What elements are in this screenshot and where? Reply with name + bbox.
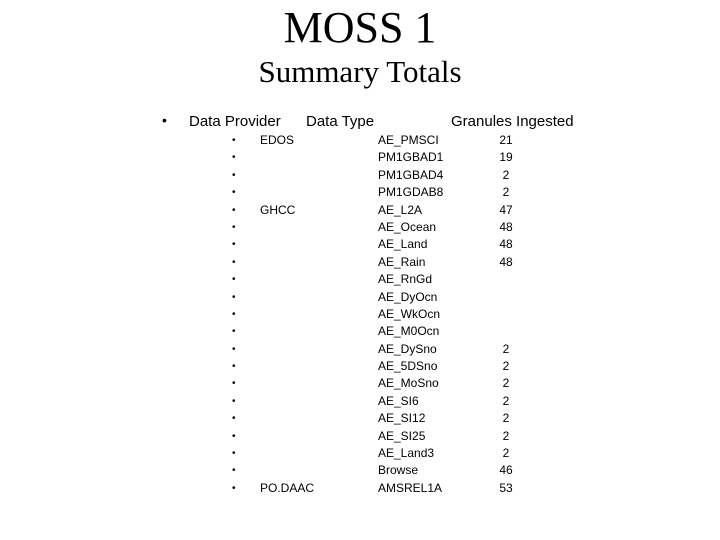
row-bullet: • bbox=[232, 308, 236, 320]
row-bullet: • bbox=[232, 221, 236, 233]
granules-count-cell: 46 bbox=[499, 463, 513, 478]
row-bullet: • bbox=[232, 291, 236, 303]
granules-count-cell: 2 bbox=[502, 167, 510, 182]
row-bullet: • bbox=[232, 361, 236, 373]
data-type-cell: AE_DySno bbox=[378, 341, 437, 356]
data-type-cell: PM1GBAD4 bbox=[378, 167, 444, 182]
granules-count-cell: 2 bbox=[502, 341, 510, 356]
granules-count-cell: 2 bbox=[502, 428, 510, 443]
table-row bbox=[0, 254, 720, 271]
table-row bbox=[0, 167, 720, 184]
row-bullet: • bbox=[232, 204, 236, 216]
table-row bbox=[0, 341, 720, 358]
granules-count-cell: 2 bbox=[502, 393, 510, 408]
row-bullet: • bbox=[232, 395, 236, 407]
summary-table bbox=[0, 132, 720, 497]
row-bullet: • bbox=[232, 239, 236, 251]
table-row bbox=[0, 462, 720, 479]
row-bullet: • bbox=[232, 152, 236, 164]
slide-subtitle: Summary Totals bbox=[258, 54, 462, 89]
row-bullet: • bbox=[232, 430, 236, 442]
data-type-cell: PM1GDAB8 bbox=[378, 185, 444, 200]
data-type-cell: AE_PMSCI bbox=[378, 133, 439, 147]
table-row bbox=[0, 219, 720, 236]
granules-count-cell: 48 bbox=[499, 237, 513, 252]
table-row bbox=[0, 480, 720, 497]
table-row bbox=[0, 358, 720, 375]
data-type-cell: AE_MoSno bbox=[378, 376, 439, 391]
row-bullet: • bbox=[232, 465, 236, 477]
row-bullet: • bbox=[232, 169, 236, 181]
granules-count-cell: 2 bbox=[502, 446, 510, 461]
table-row bbox=[0, 132, 720, 149]
table-row bbox=[0, 289, 720, 306]
granules-count-cell: 53 bbox=[499, 480, 513, 495]
data-type-cell: AMSREL1A bbox=[378, 480, 443, 495]
table-row bbox=[0, 375, 720, 392]
slide-title: MOSS 1 bbox=[283, 3, 437, 52]
header-data-provider: Data Provider bbox=[189, 113, 281, 130]
table-row bbox=[0, 428, 720, 445]
table-row bbox=[0, 410, 720, 427]
data-provider-cell: EDOS bbox=[260, 133, 295, 147]
data-type-cell: AE_SI12 bbox=[378, 411, 426, 426]
outer-bullet: • bbox=[162, 112, 167, 128]
granules-count-cell: 2 bbox=[502, 411, 510, 426]
row-bullet: • bbox=[232, 378, 236, 390]
data-provider-cell: GHCC bbox=[260, 202, 296, 217]
granules-count-cell: 19 bbox=[499, 150, 513, 165]
data-type-cell: AE_5DSno bbox=[378, 359, 438, 374]
row-bullet: • bbox=[232, 413, 236, 425]
table-row bbox=[0, 393, 720, 410]
granules-count-cell: 21 bbox=[499, 133, 513, 147]
table-row bbox=[0, 184, 720, 201]
data-type-cell: Browse bbox=[378, 463, 419, 478]
data-type-cell: AE_Ocean bbox=[378, 219, 437, 234]
data-type-cell: PM1GBAD1 bbox=[378, 150, 444, 165]
granules-count-cell: 48 bbox=[499, 219, 513, 234]
row-bullet: • bbox=[232, 135, 236, 146]
data-type-cell: AE_DyOcn bbox=[378, 289, 438, 304]
data-type-cell: AE_Rain bbox=[378, 254, 426, 269]
header-data-type: Data Type bbox=[306, 113, 375, 130]
header-granules-ingested: Granules Ingested bbox=[451, 113, 574, 130]
data-type-cell: AE_SI6 bbox=[378, 393, 419, 408]
data-type-cell: AE_RnGd bbox=[378, 272, 433, 287]
table-row bbox=[0, 236, 720, 253]
table-row bbox=[0, 445, 720, 462]
granules-count-cell: 47 bbox=[499, 202, 513, 217]
table-row bbox=[0, 202, 720, 219]
data-type-cell: AE_SI25 bbox=[378, 428, 426, 443]
row-bullet: • bbox=[232, 482, 236, 494]
data-type-cell: AE_WkOcn bbox=[378, 306, 441, 321]
granules-count-cell: 2 bbox=[502, 376, 510, 391]
data-provider-cell: PO.DAAC bbox=[260, 480, 315, 495]
table-row bbox=[0, 323, 720, 340]
table-row bbox=[0, 149, 720, 166]
row-bullet: • bbox=[232, 274, 236, 286]
data-type-cell: AE_M0Ocn bbox=[378, 324, 440, 339]
row-bullet: • bbox=[232, 326, 236, 338]
row-bullet: • bbox=[232, 187, 236, 199]
row-bullet: • bbox=[232, 343, 236, 355]
row-bullet: • bbox=[232, 256, 236, 268]
granules-count-cell: 2 bbox=[502, 359, 510, 374]
table-row bbox=[0, 306, 720, 323]
data-type-cell: AE_Land bbox=[378, 237, 428, 252]
granules-count-cell: 48 bbox=[499, 254, 513, 269]
data-type-cell: AE_L2A bbox=[378, 202, 423, 217]
data-type-cell: AE_Land3 bbox=[378, 446, 435, 461]
row-bullet: • bbox=[232, 448, 236, 460]
table-row bbox=[0, 271, 720, 288]
granules-count-cell: 2 bbox=[502, 185, 510, 200]
